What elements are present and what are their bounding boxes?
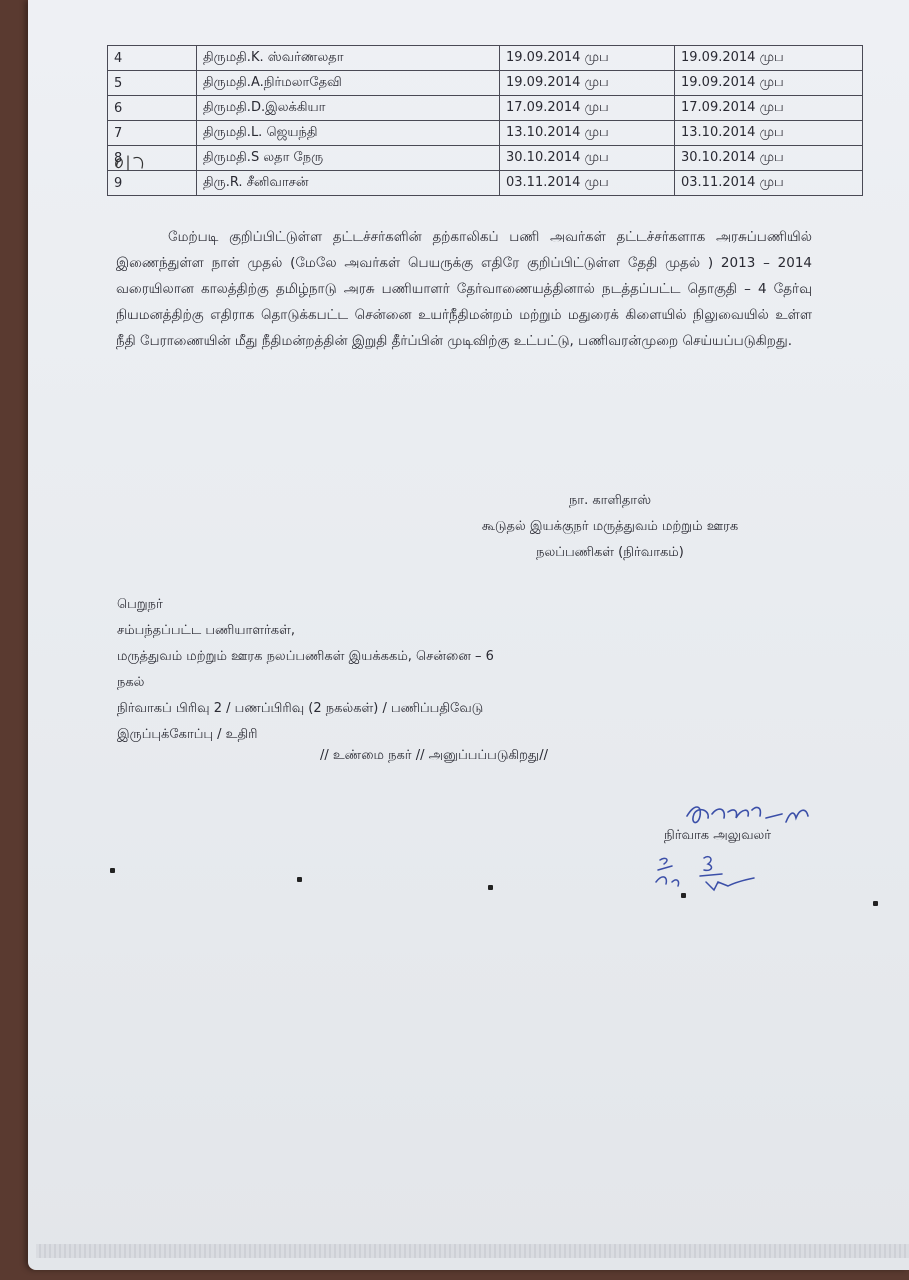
handwritten-initials <box>652 852 768 894</box>
signatory-block <box>400 488 820 566</box>
date-joined-cell: 19.09.2014 முப <box>500 71 675 96</box>
date-joined-cell: 03.11.2014 முப <box>500 171 675 196</box>
punch-mark <box>297 877 302 882</box>
signatory-designation-2: நலப்பணிகள் (நிர்வாகம்) <box>536 545 684 560</box>
date-joined-cell: 30.10.2014 முப <box>500 146 675 171</box>
punch-mark <box>873 901 878 906</box>
officer-designation: நிர்வாக அலுவலர் <box>664 828 772 843</box>
order-paragraph: மேற்படி குறிப்பிட்டுள்ள தட்டச்சர்களின் தற்காலிகப் பணி அவர்கள் தட்டச்சர்களாக அரசுப்பணியில் இணைந்துள்ள நாள் முதல் (மேலே அவர்கள் பெயருக்கு எதிரே குறிப்பிட்டுள்ள தேதி முதல் ) 2013 – 2014 வரையிலான காலத்திற்கு தமிழ்நாடு அரசு பணியாளர் தேர்வாணையத்தினால் நடத்தப்பட்ட தொகுதி – 4 தேர்வு நியமனத்திற்கு எதிராக தொடுக்கபட்ட சென்னை உயர்நீதிமன்றம் மற்றும் மதுரைக் கிளையில் நிலுவையில் உள்ள நீதி பேராணையின் மீது நீதிமன்றத்தின் இறுதி தீர்ப்பின் முடிவிற்கு உட்பட்டு, பணிவரன்முறை செய்யப்படுகிறது. <box>116 229 812 349</box>
table-row <box>108 171 863 196</box>
serial-cell: 9 <box>108 171 197 196</box>
name-cell: திருமதி.L. ஜெயந்தி <box>197 121 500 146</box>
page-edge <box>36 1244 909 1258</box>
table-row <box>108 96 863 121</box>
date-joined-cell: 19.09.2014 முப <box>500 46 675 71</box>
signatory-designation-1: கூடுதல் இயக்குநர் மருத்துவம் மற்றும் ஊரக <box>481 519 739 534</box>
distribution-line: இருப்புக்கோப்பு / உதிரி <box>117 727 258 742</box>
staff-table <box>107 45 863 196</box>
table-row <box>108 46 863 71</box>
distribution-line: நகல் <box>117 675 145 690</box>
date-regularised-cell: 13.10.2014 முப <box>675 121 863 146</box>
punch-mark <box>681 893 686 898</box>
table-row <box>108 121 863 146</box>
handwritten-mark <box>112 152 148 172</box>
date-regularised-cell: 03.11.2014 முப <box>675 171 863 196</box>
name-cell: திருமதி.D.இலக்கியா <box>197 96 500 121</box>
handwritten-signature <box>682 796 817 830</box>
date-regularised-cell: 19.09.2014 முப <box>675 46 863 71</box>
distribution-line: பெறுநர் <box>117 597 163 612</box>
distribution-line: சம்பந்தப்பட்ட பணியாளர்கள், <box>117 623 295 638</box>
date-joined-cell: 17.09.2014 முப <box>500 96 675 121</box>
serial-cell: 5 <box>108 71 197 96</box>
distribution-line: மருத்துவம் மற்றும் ஊரக நலப்பணிகள் இயக்ககம், சென்னை – 6 <box>117 649 494 664</box>
punch-mark <box>488 885 493 890</box>
serial-cell: 4 <box>108 46 197 71</box>
name-cell: திருமதி.A.நிர்மலாதேவி <box>197 71 500 96</box>
serial-cell: 6 <box>108 96 197 121</box>
date-regularised-cell: 19.09.2014 முப <box>675 71 863 96</box>
name-cell: திருமதி.K. ஸ்வர்ணலதா <box>197 46 500 71</box>
signatory-name: நா. காளிதாஸ் <box>568 493 652 508</box>
date-regularised-cell: 17.09.2014 முப <box>675 96 863 121</box>
date-joined-cell: 13.10.2014 முப <box>500 121 675 146</box>
staff-table-body <box>108 46 863 196</box>
punch-mark <box>110 868 115 873</box>
table-row <box>108 71 863 96</box>
distribution-line: நிர்வாகப் பிரிவு 2 / பணப்பிரிவு (2 நகல்கள்) / பணிப்பதிவேடு <box>117 701 484 716</box>
serial-cell: 8 <box>108 146 197 171</box>
distribution-block <box>117 592 677 748</box>
serial-cell: 7 <box>108 121 197 146</box>
date-regularised-cell: 30.10.2014 முப <box>675 146 863 171</box>
name-cell: திருமதி.S லதா நேரு <box>197 146 500 171</box>
certification-line: // உண்மை நகர் // அனுப்பப்படுகிறது// <box>320 748 548 763</box>
table-row <box>108 146 863 171</box>
name-cell: திரு.R. சீனிவாசன் <box>197 171 500 196</box>
